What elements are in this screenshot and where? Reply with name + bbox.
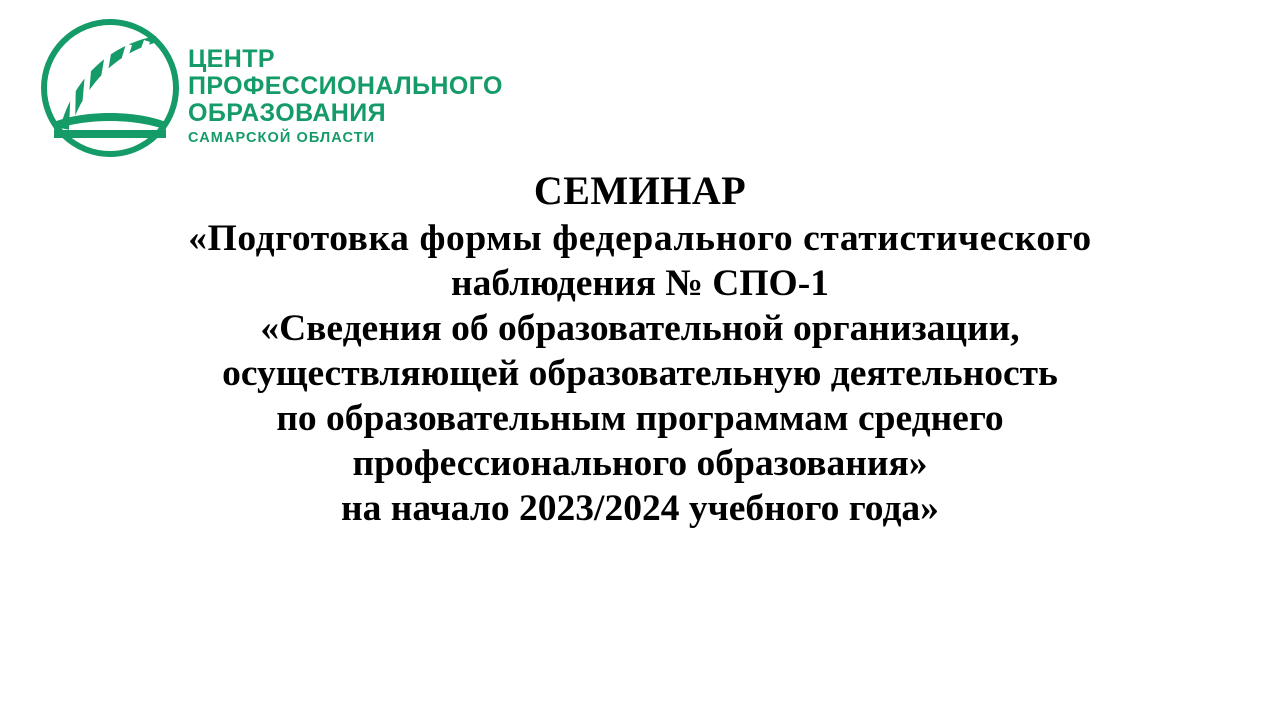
page-title: СЕМИНАР <box>533 168 747 213</box>
logo-line-3: ОБРАЗОВАНИЯ <box>188 99 386 127</box>
title-line-1: «Подготовка формы федерального статистического <box>188 218 1092 260</box>
organization-logo <box>40 18 510 158</box>
logo-wordmark <box>188 46 508 147</box>
title-line-4: осуществляющей образовательную деятельность <box>222 353 1058 395</box>
logo-line-2: ПРОФЕССИОНАЛЬНОГО <box>188 72 503 100</box>
title-line-6: профессионального образования» <box>352 443 928 485</box>
title-line-7: на начало 2023/2024 учебного года» <box>341 488 939 530</box>
slide-title-block <box>50 168 1230 531</box>
logo-subtitle: САМАРСКОЙ ОБЛАСТИ <box>188 130 376 146</box>
title-line-2: наблюдения № СПО-1 <box>451 263 829 305</box>
title-line-3: «Сведения об образовательной организации, <box>260 308 1020 350</box>
logo-line-1: ЦЕНТР <box>188 45 275 73</box>
title-line-5: по образовательным программам среднего <box>276 398 1004 440</box>
sunrise-book-logo-icon <box>40 18 180 158</box>
